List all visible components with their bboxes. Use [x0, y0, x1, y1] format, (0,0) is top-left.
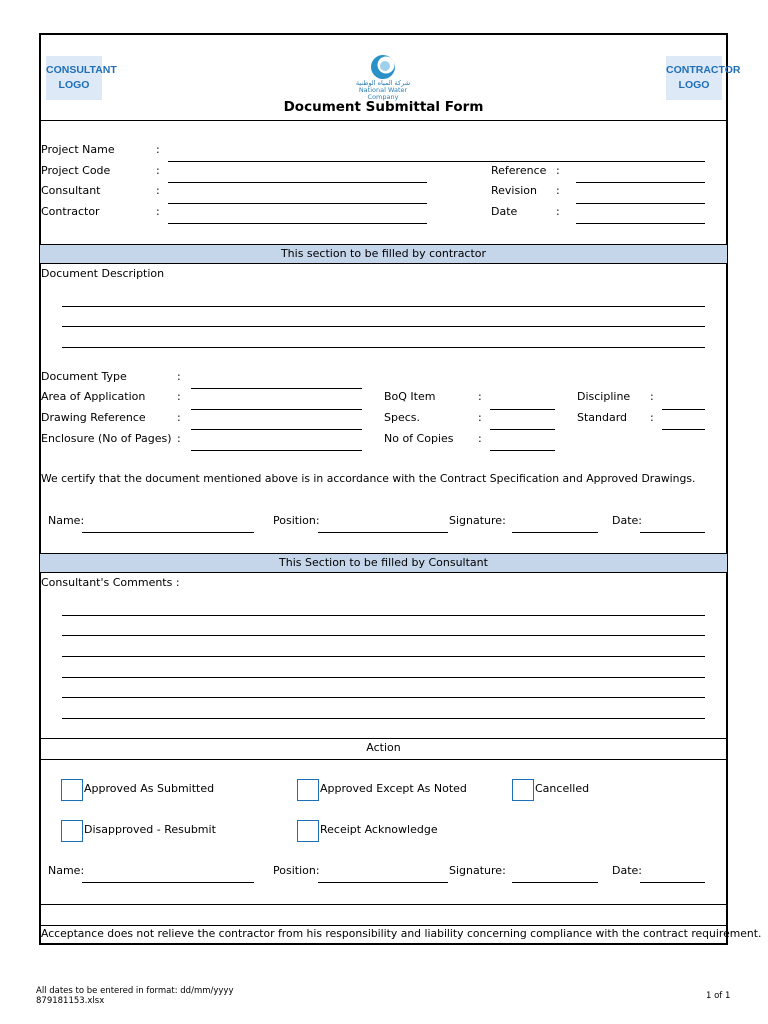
description-line[interactable] [62, 347, 705, 348]
disclaimer-divider [39, 925, 728, 926]
boq-item-label: BoQ Item [384, 390, 436, 403]
company-name-english: National Water Company [358, 86, 408, 101]
specs-field[interactable] [490, 429, 555, 430]
comment-line[interactable] [62, 656, 705, 657]
receipt-acknowledge-checkbox[interactable] [297, 820, 319, 842]
action-title: Action [366, 741, 401, 754]
approved-as-submitted-label: Approved As Submitted [84, 782, 215, 795]
approved-except-as-noted-checkbox[interactable] [297, 779, 319, 801]
colon: : [556, 205, 560, 218]
project-name-label: Project Name [41, 143, 115, 156]
consultant-comments-label: Consultant's Comments : [41, 576, 180, 589]
colon: : [177, 390, 181, 403]
comment-line[interactable] [62, 697, 705, 698]
discipline-field[interactable] [662, 409, 705, 410]
comment-line[interactable] [62, 677, 705, 678]
consultant-logo-line1: CONSULTANT [46, 64, 117, 76]
document-type-field[interactable] [191, 388, 362, 389]
approved-as-submitted-checkbox[interactable] [61, 779, 83, 801]
consultant-section-band: This Section to be filled by Consultant [40, 553, 727, 573]
disapproved-resubmit-checkbox[interactable] [61, 820, 83, 842]
area-of-application-label: Area of Application [41, 390, 146, 403]
certification-statement: We certify that the document mentioned above is in accordance with the Contract Specification and Approved Drawings. [41, 472, 696, 485]
page-number: 1 of 1 [706, 991, 731, 1001]
company-name-arabic: شركة المياه الوطنية [355, 79, 411, 87]
colon: : [156, 164, 160, 177]
contractor-section-band: This section to be filled by contractor [40, 244, 727, 264]
colon: : [650, 390, 654, 403]
disclaimer-top-divider [39, 904, 728, 905]
cancelled-checkbox[interactable] [512, 779, 534, 801]
form-title: Document Submittal Form [283, 99, 484, 115]
document-description-label: Document Description [41, 267, 165, 280]
reference-label: Reference [491, 164, 547, 177]
colon: : [156, 143, 160, 156]
revision-label: Revision [491, 184, 537, 197]
description-line[interactable] [62, 326, 705, 327]
consultant-logo-line2: LOGO [58, 79, 90, 91]
revision-field[interactable] [576, 203, 705, 204]
contractor-date-field[interactable] [640, 532, 705, 533]
contractor-logo-line2: LOGO [678, 79, 710, 91]
colon: : [556, 164, 560, 177]
reference-field[interactable] [576, 182, 705, 183]
colon: : [177, 432, 181, 445]
no-of-copies-field[interactable] [490, 450, 555, 451]
drawing-reference-field[interactable] [191, 429, 362, 430]
document-type-label: Document Type [41, 370, 127, 383]
colon: : [650, 411, 654, 424]
approved-except-as-noted-label: Approved Except As Noted [320, 782, 467, 795]
project-code-label: Project Code [41, 164, 111, 177]
header-divider [39, 120, 728, 121]
enclosure-field[interactable] [191, 450, 362, 451]
consultant-signature-field[interactable] [512, 882, 598, 883]
action-top-divider [39, 738, 728, 739]
acceptance-disclaimer: Acceptance does not relieve the contractor from his responsibility and liability concerning compliance with the contract requirement. [41, 927, 762, 940]
consultant-date-label: Date: [612, 864, 642, 877]
enclosure-label: Enclosure (No of Pages) [41, 432, 172, 445]
consultant-label: Consultant [41, 184, 101, 197]
date-label: Date [491, 205, 518, 218]
project-code-field[interactable] [168, 182, 427, 183]
project-name-field[interactable] [168, 161, 705, 162]
contractor-signature-label: Signature: [449, 514, 506, 527]
consultant-name-field[interactable] [82, 882, 254, 883]
specs-label: Specs. [384, 411, 421, 424]
drawing-reference-label: Drawing Reference [41, 411, 146, 424]
standard-label: Standard [577, 411, 628, 424]
area-of-application-field[interactable] [191, 409, 362, 410]
consultant-date-field[interactable] [640, 882, 705, 883]
form-frame [39, 33, 741, 945]
contractor-date-label: Date: [612, 514, 642, 527]
contractor-name-field[interactable] [82, 532, 254, 533]
contractor-logo-line1: CONTRACTOR [666, 64, 741, 76]
receipt-acknowledge-label: Receipt Acknowledge [320, 823, 438, 836]
file-name: 879181153.xlsx [36, 996, 105, 1006]
colon: : [556, 184, 560, 197]
action-bottom-divider [39, 759, 728, 760]
company-name [350, 80, 416, 101]
contractor-position-field[interactable] [318, 532, 448, 533]
standard-field[interactable] [662, 429, 705, 430]
contractor-position-label: Position: [273, 514, 320, 527]
consultant-name-label: Name: [48, 864, 85, 877]
contractor-label: Contractor [41, 205, 100, 218]
consultant-position-label: Position: [273, 864, 320, 877]
discipline-label: Discipline [577, 390, 631, 403]
date-field[interactable] [576, 223, 705, 224]
contractor-name-label: Name: [48, 514, 85, 527]
colon: : [478, 390, 482, 403]
description-line[interactable] [62, 306, 705, 307]
colon: : [177, 411, 181, 424]
consultant-field[interactable] [168, 203, 427, 204]
contractor-field[interactable] [168, 223, 427, 224]
no-of-copies-label: No of Copies [384, 432, 454, 445]
colon: : [177, 370, 181, 383]
boq-item-field[interactable] [490, 409, 555, 410]
contractor-logo [666, 56, 741, 100]
colon: : [478, 432, 482, 445]
colon: : [478, 411, 482, 424]
comment-line[interactable] [62, 615, 705, 616]
contractor-signature-field[interactable] [512, 532, 598, 533]
consultant-signature-label: Signature: [449, 864, 506, 877]
consultant-position-field[interactable] [318, 882, 448, 883]
date-format-note: All dates to be entered in format: dd/mm/yyyy [36, 986, 234, 996]
cancelled-label: Cancelled [535, 782, 590, 795]
colon: : [156, 205, 160, 218]
consultant-logo [46, 56, 117, 100]
colon: : [156, 184, 160, 197]
disapproved-resubmit-label: Disapproved - Resubmit [84, 823, 216, 836]
comment-line[interactable] [62, 718, 705, 719]
comment-line[interactable] [62, 635, 705, 636]
